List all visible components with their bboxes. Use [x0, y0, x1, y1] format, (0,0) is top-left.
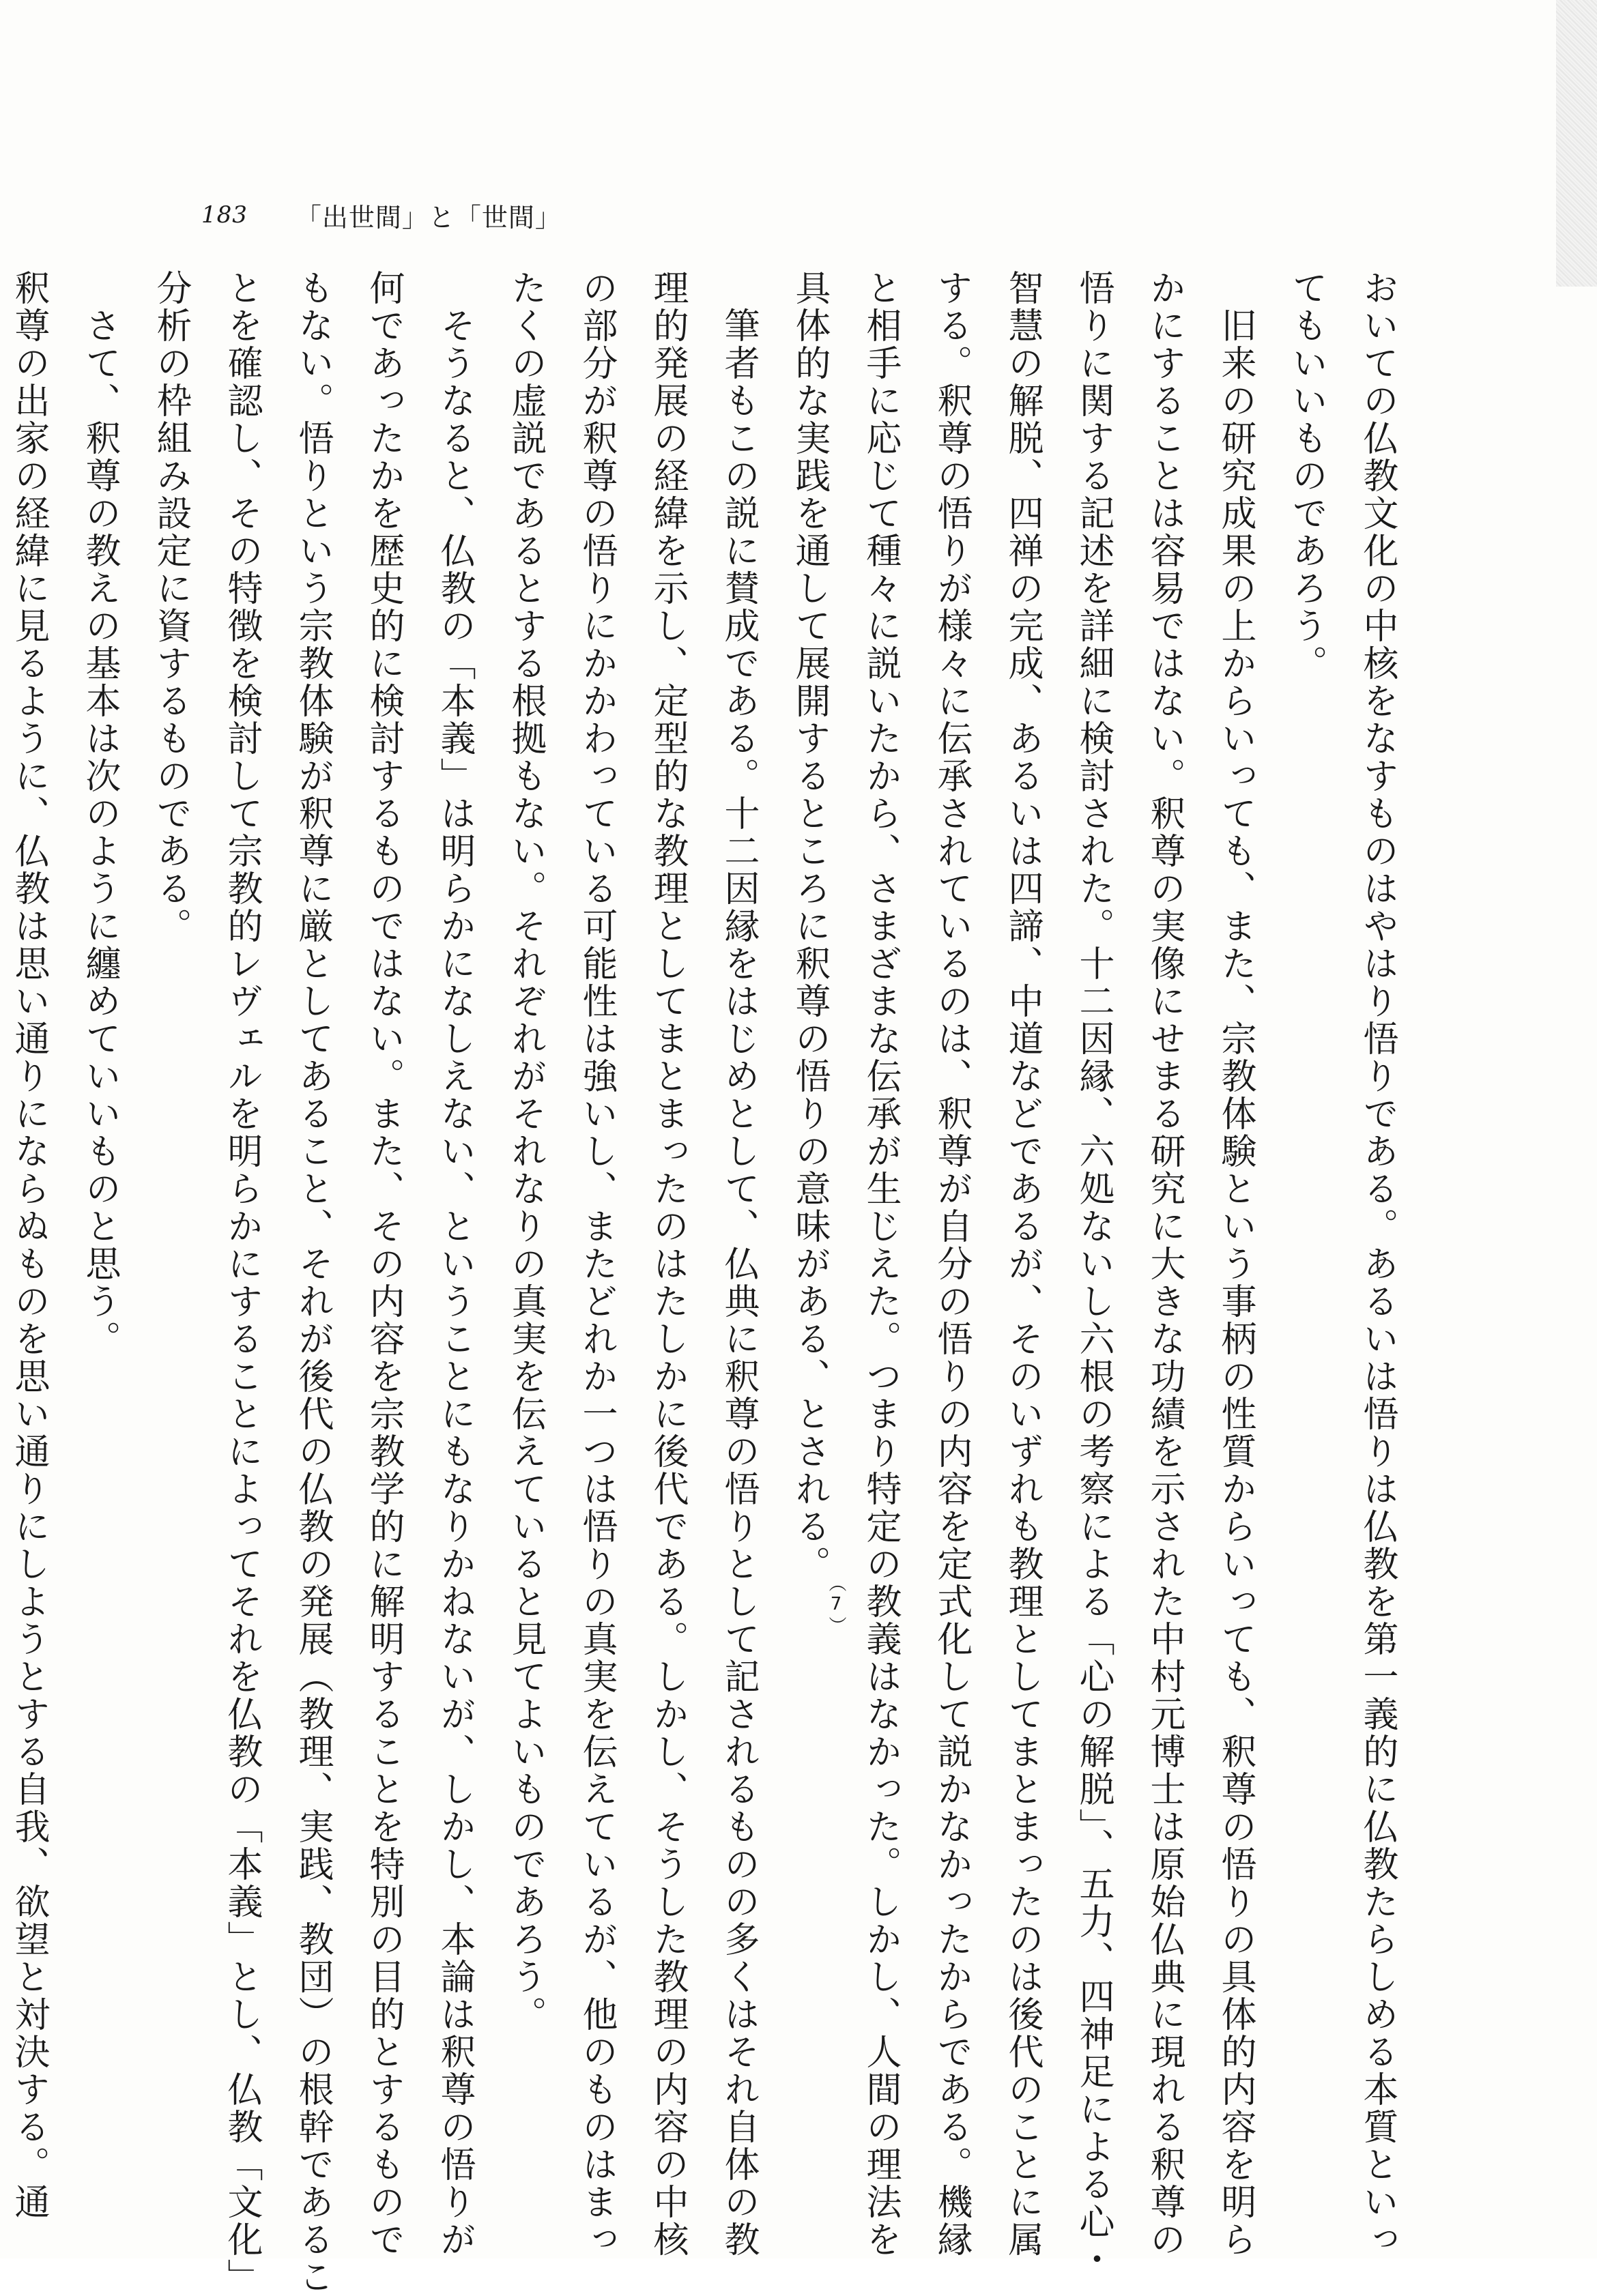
text-line: 悟りに関する記述を詳細に検討された。十二因縁、六処ないし六根の考察による「心の解脱」、五力、四神足による心・: [1073, 270, 1114, 2278]
text-line: 理的発展の経緯を示し、定型的な教理としてまとまったのはたしかに後代である。しかし、そうした教理の内容の中核: [647, 270, 688, 2258]
text-line: かにすることは容易ではない。釈尊の実像にせまる研究に大きな功績を示された中村元博士は原始仏典に現れる釈尊の: [1144, 270, 1185, 2258]
text-line: 筆者もこの説に賛成である。十二因縁をはじめとして、仏典に釈尊の悟りとして記されるものの多くはそれ自体の教: [718, 270, 759, 2258]
running-head: [201, 194, 562, 235]
text-line: とを確認し、その特徴を検討して宗教的レヴェルを明らかにすることによってそれを仏教の「本義」とし、仏教「文化」: [221, 270, 262, 2296]
text-line: 何であったかを歴史的に検討するものではない。また、その内容を宗教学的に解明することを特別の目的とするもので: [363, 270, 404, 2258]
text-line: そうなると、仏教の「本義」は明らかになしえない、ということにもなりかねないが、しかし、本論は釈尊の悟りが: [434, 270, 475, 2258]
text-line: さて、釈尊の教えの基本は次のように纏めていいものと思う。: [79, 270, 120, 1358]
text-line: てもいいものであろう。: [1286, 270, 1327, 682]
footnote-marker: （7）: [826, 1583, 846, 1636]
text-line: 旧来の研究成果の上からいっても、また、宗教体験という事柄の性質からいっても、釈尊の悟りの具体的内容を明ら: [1215, 270, 1256, 2258]
text-line: たくの虚説であるとする根拠もない。それぞれがそれなりの真実を伝えていると見てよいものであろう。: [505, 270, 546, 2033]
text-line: の部分が釈尊の悟りにかかわっている可能性は強いし、またどれか一つは悟りの真実を伝えているが、他のものはまっ: [576, 270, 617, 2258]
chapter-title: 「出世間」と「世間」: [295, 202, 562, 233]
text-line-with-note: [774, 270, 845, 2125]
page-number: 183: [201, 201, 248, 229]
text-line: する。釈尊の悟りが様々に伝承されているのは、釈尊が自分の悟りの内容を定式化して説かなかったからである。機縁: [931, 270, 972, 2258]
text-line: もない。悟りという宗教体験が釈尊に厳としてあること、それが後代の仏教の発展（教理、実践、教団）の根幹であるこ: [292, 270, 333, 2296]
body-text: [0, 270, 1413, 2296]
text-line: おいての仏教文化の中核をなすものはやはり悟りである。あるいは悟りは仏教を第一義的に仏教たらしめる本質といっ: [1357, 270, 1398, 2258]
text-line: 釈尊の出家の経緯に見るように、仏教は思い通りにならぬものを思い通りにしようとする自我、欲望と対決する。通: [8, 270, 49, 2221]
text-line: 智慧の解脱、四禅の完成、あるいは四諦、中道などであるが、そのいずれも教理としてまとまったのは後代のことに属: [1002, 270, 1043, 2258]
text-line: 分析の枠組み設定に資するものである。: [150, 270, 191, 945]
scan-edge-shadow: [1556, 0, 1597, 287]
text-line: 具体的な実践を通して展開するところに釈尊の悟りの意味がある、とされる。: [789, 270, 830, 1583]
text-line: と相手に応じて種々に説いたから、さまざまな伝承が生じえた。つまり特定の教義はなかった。しかし、人間の理法を: [860, 270, 901, 2258]
